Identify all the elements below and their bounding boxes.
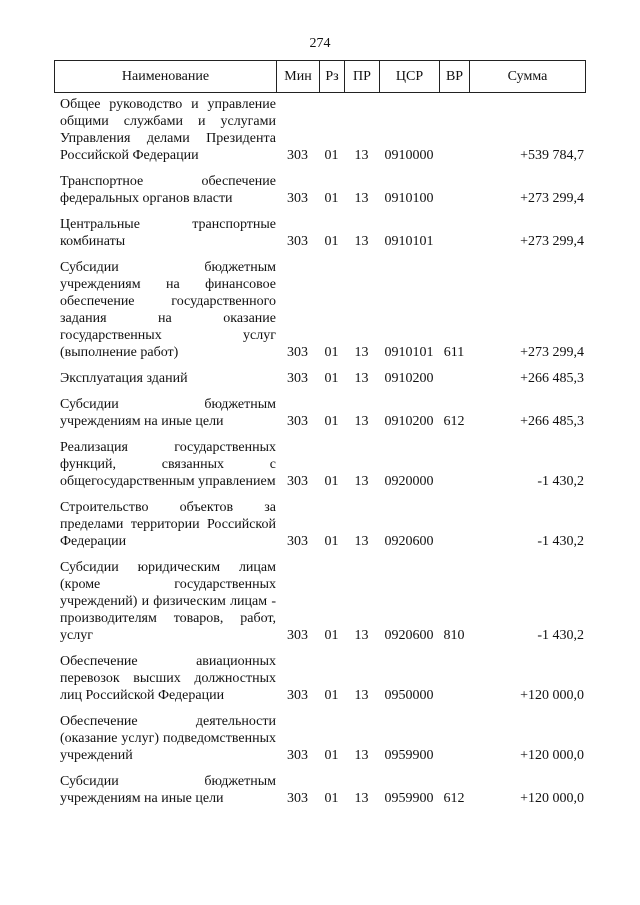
row-name: Центральные транспортные комбинаты <box>60 217 276 249</box>
row-name: Обеспечение деятельности (оказание услуг) подведомственных учреждений <box>60 714 276 763</box>
row-name: Субсидии бюджетным учреждениям на иные цели <box>60 774 276 806</box>
row-pr: 13 <box>354 148 369 163</box>
column-header-rz: Рз <box>320 61 345 93</box>
row-name: Общее руководство и управление общими службами и услугами Управления делами Президента Российской Федерации <box>60 97 276 163</box>
row-rz: 01 <box>324 688 339 703</box>
table-row <box>54 370 585 387</box>
row-pr: 13 <box>354 414 369 429</box>
row-csr: 0920600 <box>384 534 434 549</box>
row-name: Строительство объектов за пределами территории Российской Федерации <box>60 500 276 549</box>
row-csr: 0950000 <box>384 688 434 703</box>
row-csr: 0910200 <box>384 414 434 429</box>
row-csr: 0959900 <box>384 791 434 806</box>
row-rz: 01 <box>324 191 339 206</box>
row-sum: +539 784,7 <box>520 148 584 163</box>
page-number: 274 <box>309 36 331 51</box>
row-sum: -1 430,2 <box>537 534 584 549</box>
row-sum: +266 485,3 <box>520 414 584 429</box>
row-rz: 01 <box>324 414 339 429</box>
row-pr: 13 <box>354 748 369 763</box>
table-row <box>54 96 585 164</box>
row-sum: +273 299,4 <box>520 234 584 249</box>
row-rz: 01 <box>324 148 339 163</box>
row-pr: 13 <box>354 345 369 360</box>
row-name: Субсидии бюджетным учреждениям на иные цели <box>60 397 276 429</box>
table-row <box>54 653 585 704</box>
row-sum: +273 299,4 <box>520 345 584 360</box>
row-rz: 01 <box>324 791 339 806</box>
row-pr: 13 <box>354 534 369 549</box>
row-pr: 13 <box>354 474 369 489</box>
column-header-name: Наименование <box>55 61 277 93</box>
row-vr: 612 <box>443 414 465 429</box>
row-min: 303 <box>287 345 308 360</box>
row-csr: 0920000 <box>384 474 434 489</box>
row-rz: 01 <box>324 371 339 386</box>
row-pr: 13 <box>354 371 369 386</box>
row-sum: -1 430,2 <box>537 628 584 643</box>
row-min: 303 <box>287 414 308 429</box>
row-sum: +120 000,0 <box>520 748 584 763</box>
row-name: Субсидии бюджетным учреждениям на финансовое обеспечение государственного задания на оказание государственных услуг (выполнение работ) <box>60 260 276 360</box>
row-rz: 01 <box>324 234 339 249</box>
budget-rows <box>54 96 585 816</box>
table-row <box>54 396 585 430</box>
table-row <box>54 216 585 250</box>
row-sum: +266 485,3 <box>520 371 584 386</box>
row-name: Реализация государственных функций, связанных с общегосударственным управлением <box>60 440 276 489</box>
table-row <box>54 499 585 550</box>
row-name: Обеспечение авиационных перевозок высших должностных лиц Российской Федерации <box>60 654 276 703</box>
row-min: 303 <box>287 534 308 549</box>
row-min: 303 <box>287 191 308 206</box>
column-header-vr: ВР <box>440 61 470 93</box>
row-min: 303 <box>287 688 308 703</box>
row-csr: 0910101 <box>384 345 434 360</box>
column-header-csr: ЦСР <box>380 61 440 93</box>
column-header-min: Мин <box>277 61 320 93</box>
row-pr: 13 <box>354 791 369 806</box>
row-name: Эксплуатация зданий <box>60 371 188 386</box>
table-header <box>54 60 586 93</box>
row-sum: +120 000,0 <box>520 688 584 703</box>
row-vr: 612 <box>443 791 465 806</box>
table-row <box>54 773 585 807</box>
row-name: Субсидии юридическим лицам (кроме государственных учреждений) и физическим лицам - производителям товаров, работ, услуг <box>60 560 276 643</box>
row-name: Транспортное обеспечение федеральных органов власти <box>60 174 276 206</box>
row-min: 303 <box>287 148 308 163</box>
column-header-pr: ПР <box>345 61 380 93</box>
row-min: 303 <box>287 234 308 249</box>
row-pr: 13 <box>354 628 369 643</box>
table-row <box>54 173 585 207</box>
row-vr: 810 <box>443 628 465 643</box>
row-pr: 13 <box>354 688 369 703</box>
row-rz: 01 <box>324 748 339 763</box>
row-rz: 01 <box>324 628 339 643</box>
row-sum: +273 299,4 <box>520 191 584 206</box>
row-min: 303 <box>287 371 308 386</box>
row-sum: +120 000,0 <box>520 791 584 806</box>
row-rz: 01 <box>324 345 339 360</box>
row-min: 303 <box>287 748 308 763</box>
row-csr: 0910000 <box>384 148 434 163</box>
row-csr: 0910100 <box>384 191 434 206</box>
row-csr: 0910101 <box>384 234 434 249</box>
row-vr: 611 <box>443 345 465 360</box>
row-rz: 01 <box>324 534 339 549</box>
table-row <box>54 439 585 490</box>
row-rz: 01 <box>324 474 339 489</box>
row-min: 303 <box>287 791 308 806</box>
column-header-sum: Сумма <box>470 61 586 93</box>
row-pr: 13 <box>354 234 369 249</box>
row-min: 303 <box>287 474 308 489</box>
table-row <box>54 713 585 764</box>
row-csr: 0920600 <box>384 628 434 643</box>
table-row <box>54 259 585 361</box>
row-sum: -1 430,2 <box>537 474 584 489</box>
row-min: 303 <box>287 628 308 643</box>
row-pr: 13 <box>354 191 369 206</box>
row-csr: 0959900 <box>384 748 434 763</box>
table-row <box>54 559 585 644</box>
row-csr: 0910200 <box>384 371 434 386</box>
